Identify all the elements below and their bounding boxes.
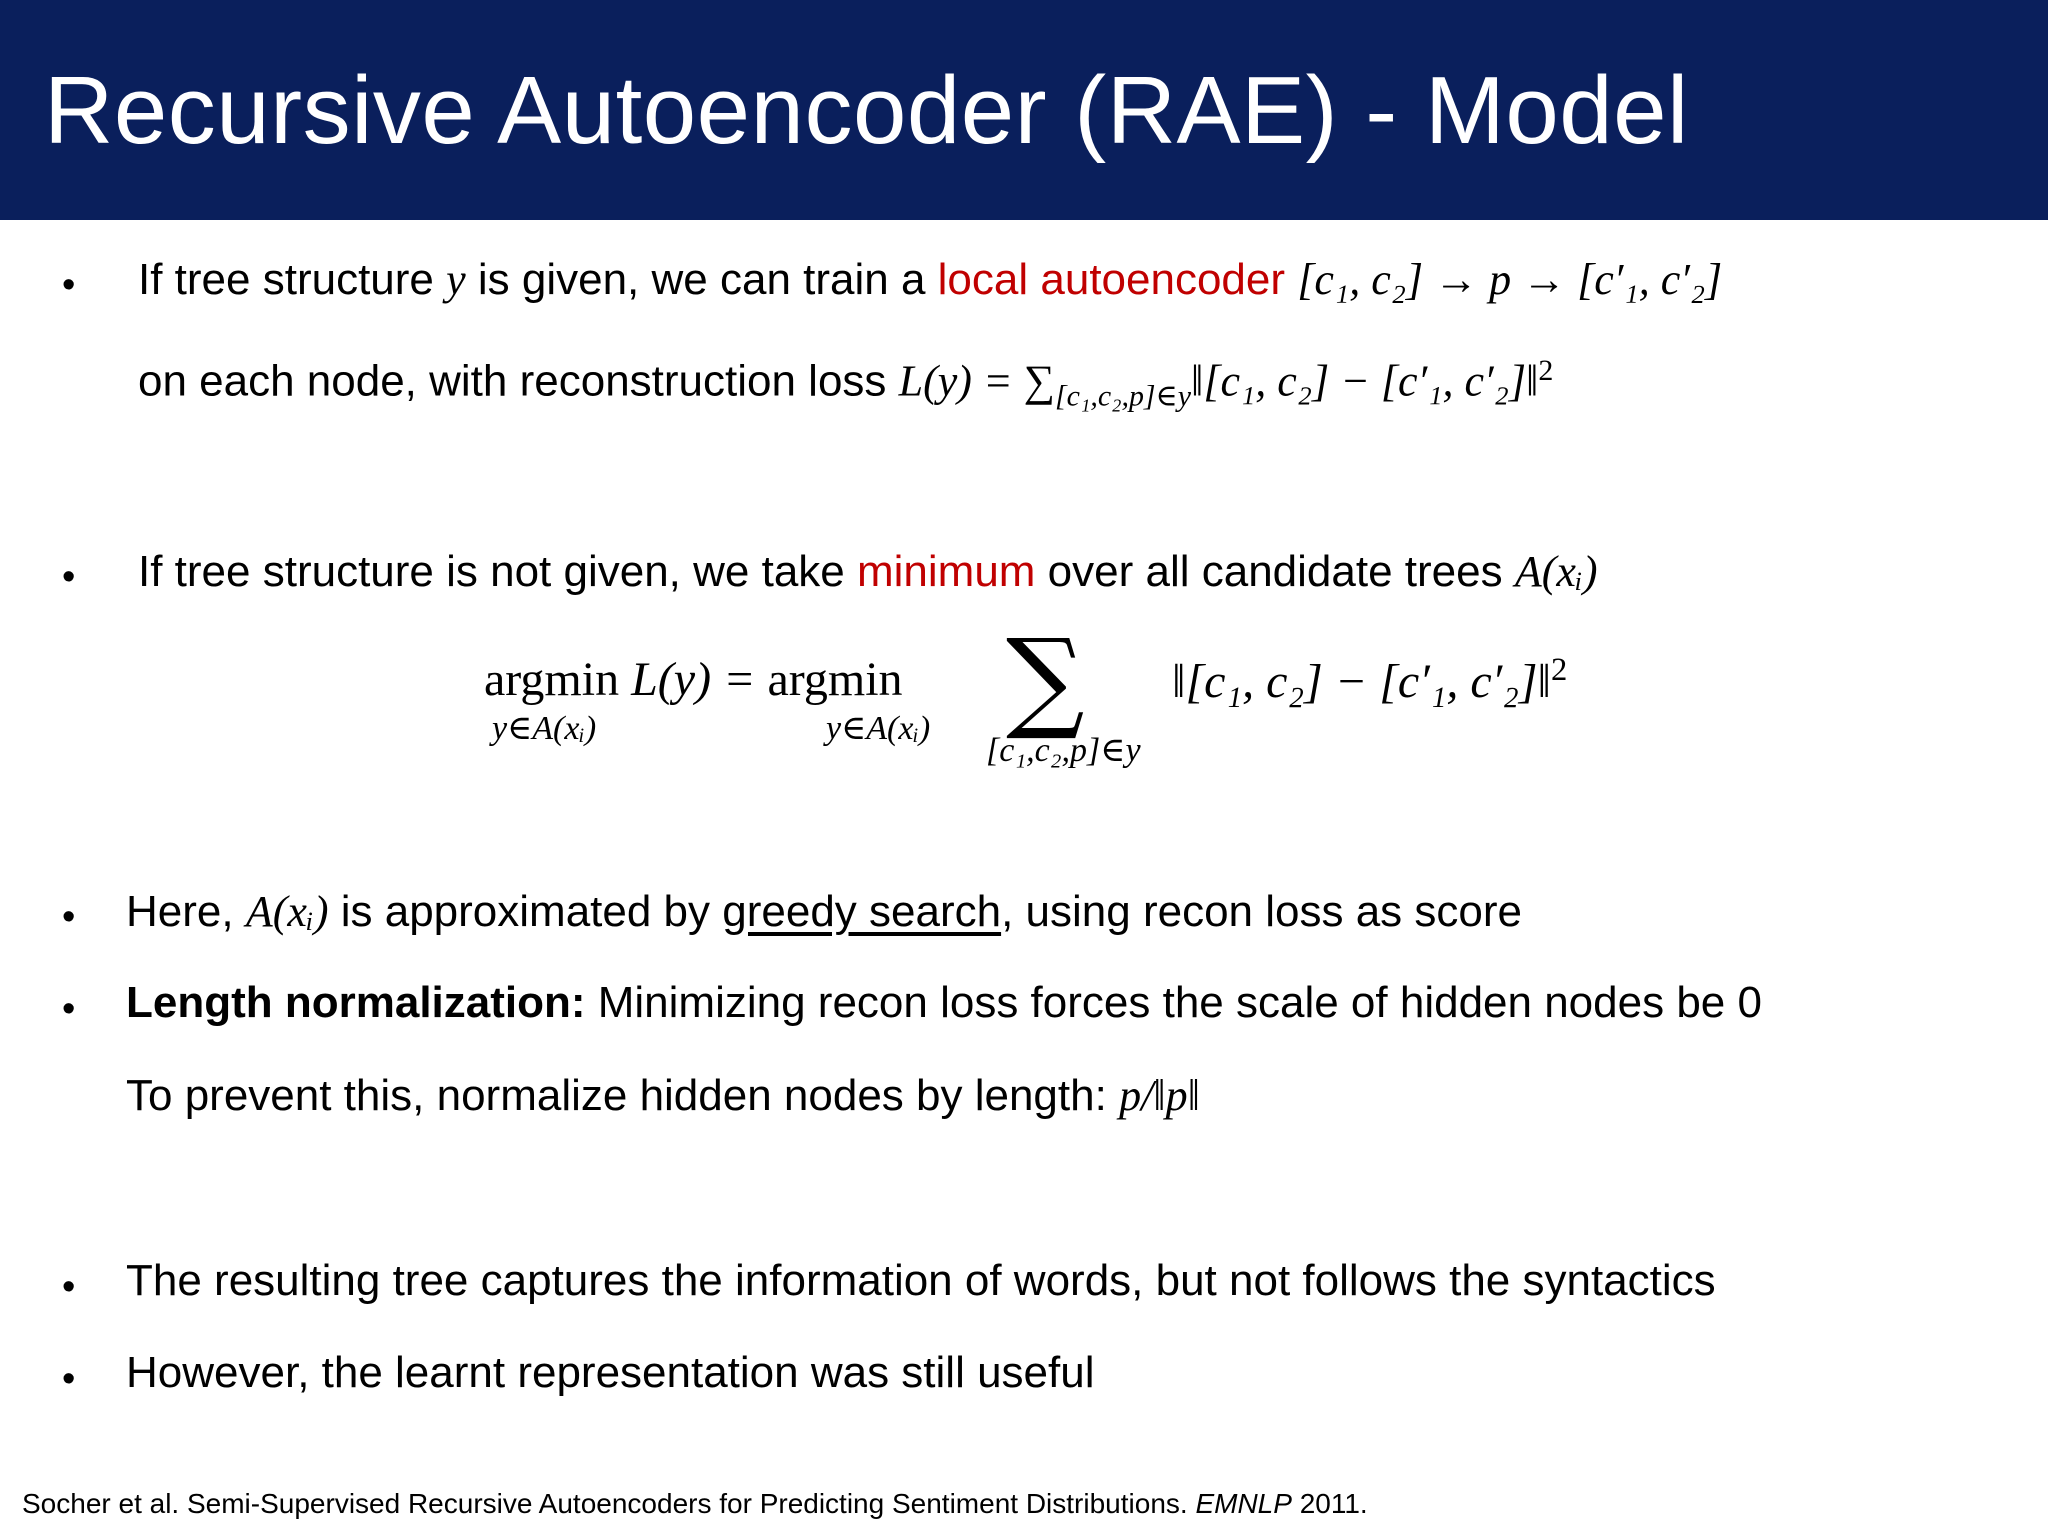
- loss-formula-rhs: ‖[c₁, c₂] − [c′₁, c′₂]‖: [1190, 356, 1539, 406]
- bullet-4-line-1: Length normalization: Minimizing recon loss forces the scale of hidden nodes be 0: [126, 978, 1762, 1027]
- local-autoencoder-highlight: local autoencoder: [937, 255, 1286, 304]
- autoencoder-formula: [c₁, c₂] → p → [c′₁, c′₂]: [1297, 255, 1723, 304]
- bullet-marker: •: [62, 1266, 76, 1308]
- bullet-1-line-2: on each node, with reconstruction loss $L(y) = \sum_{[c_1,c_2,p]\in y}‖[c_1$, c₂] − [c′₁, c′₂]‖$^2$: [138, 354, 1554, 413]
- bullet-marker: •: [62, 988, 76, 1030]
- title-bar: [0, 0, 2048, 220]
- slide-title: Recursive Autoencoder (RAE) - Model: [44, 57, 1689, 164]
- sum-symbol: ∑: [1006, 615, 1085, 743]
- bullet-4-line-2: To prevent this, normalize hidden nodes by length: p/‖p‖: [126, 1071, 1200, 1120]
- bullet-6: However, the learnt representation was still useful: [126, 1348, 1095, 1397]
- bullet-2-line-1: If tree structure is not given, we take minimum over all candidate trees A(xᵢ): [138, 547, 1598, 596]
- bullet-marker: •: [62, 556, 76, 598]
- minimum-highlight: minimum: [857, 547, 1036, 596]
- bullet-5: The resulting tree captures the information of words, but not follows the syntactics: [126, 1256, 1716, 1305]
- citation-footer: Socher et al. Semi-Supervised Recursive Autoencoders for Predicting Sentiment Distributions. EMNLP 2011.: [22, 1488, 1368, 1519]
- greedy-search-underlined: greedy search: [722, 887, 1002, 936]
- bullet-marker: •: [62, 896, 76, 938]
- bullet-marker: •: [62, 264, 76, 306]
- length-normalization-label: Length normalization:: [126, 978, 586, 1027]
- loss-formula-sub: [c₁,c₂,p]∈y: [1055, 379, 1191, 413]
- bullet-3: Here, A(xᵢ) is approximated by greedy search, using recon loss as score: [126, 887, 1522, 936]
- bullet-1-line-1: If tree structure y is given, we can train a local autoencoder [c₁, c₂] → p → [c′₁, c′₂]: [138, 255, 1723, 304]
- loss-formula-lhs: L(y) = ∑: [898, 356, 1056, 406]
- bullet-marker: •: [62, 1358, 76, 1400]
